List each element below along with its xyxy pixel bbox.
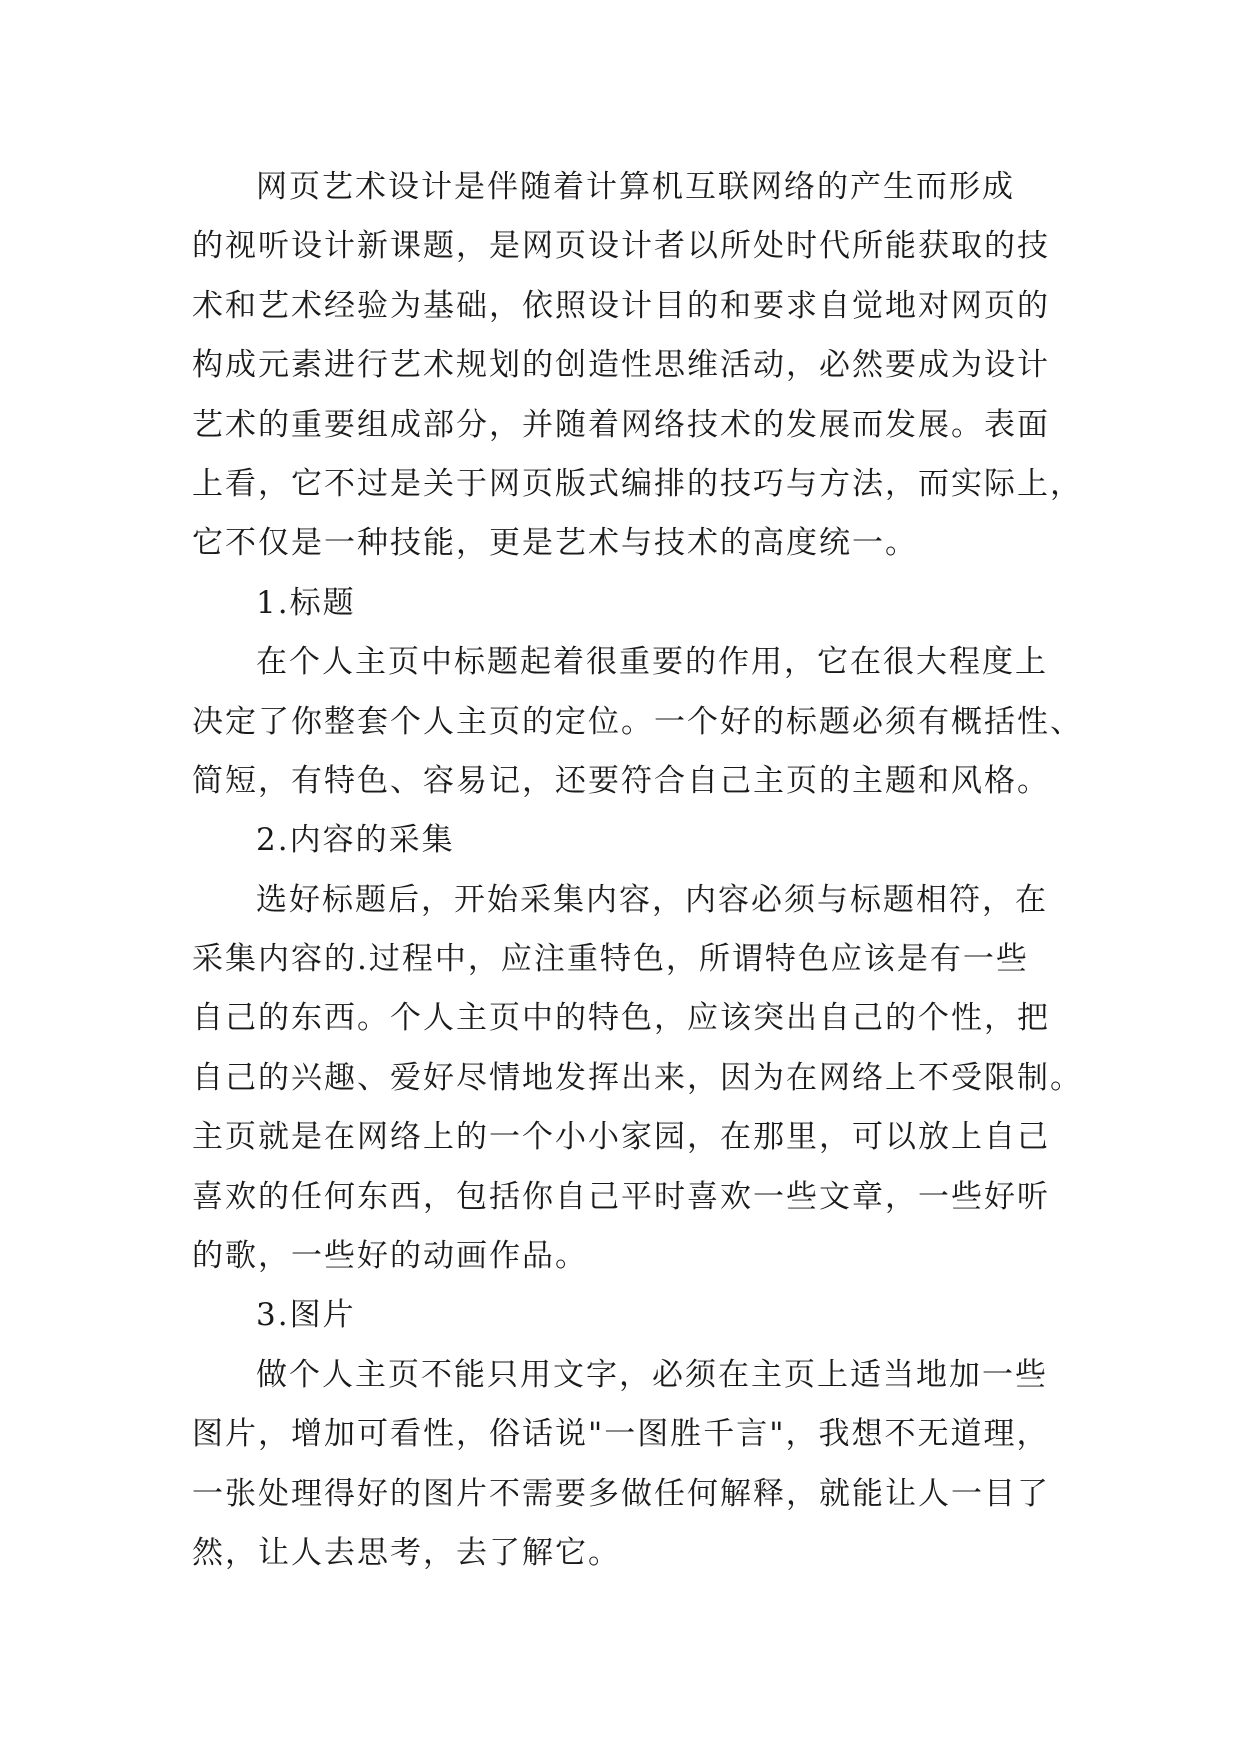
paragraph-line: 选好标题后，开始采集内容，内容必须与标题相符，在	[256, 881, 1048, 918]
paragraph-line: 然，让人去思考，去了解它。	[192, 1534, 621, 1571]
paragraph-line: 构成元素进行艺术规划的创造性思维活动，必然要成为设计	[192, 347, 1050, 384]
paragraph-line: 一张处理得好的图片不需要多做任何解释，就能让人一目了	[192, 1475, 1050, 1512]
paragraph-line: 自己的兴趣、爱好尽情地发挥出来，因为在网络上不受限制。	[192, 1059, 1083, 1096]
paragraph-line: 在个人主页中标题起着很重要的作用，它在很大程度上	[256, 644, 1048, 681]
section-heading: 3.图片	[256, 1297, 356, 1334]
paragraph-line: 上看，它不过是关于网页版式编排的技巧与方法，而实际上，	[192, 465, 1083, 502]
paragraph-line: 的视听设计新课题，是网页设计者以所处时代所能获取的技	[192, 228, 1050, 265]
document-body	[192, 158, 1083, 1583]
paragraph-line: 自己的东西。个人主页中的特色，应该突出自己的个性，把	[192, 1000, 1050, 1037]
paragraph-line: 艺术的重要组成部分，并随着网络技术的发展而发展。表面	[192, 406, 1050, 443]
section-heading: 2.内容的采集	[256, 822, 455, 859]
paragraph-line: 它不仅是一种技能，更是艺术与技术的高度统一。	[192, 525, 918, 562]
paragraph-line: 采集内容的.过程中，应注重特色，所谓特色应该是有一些	[192, 941, 1029, 978]
paragraph-line: 图片，增加可看性，俗话说"一图胜千言"，我想不无道理，	[192, 1416, 1050, 1453]
paragraph-line: 简短，有特色、容易记，还要符合自己主页的主题和风格。	[192, 762, 1050, 799]
paragraph-line: 术和艺术经验为基础，依照设计目的和要求自觉地对网页的	[192, 287, 1050, 324]
paragraph-line: 的歌，一些好的动画作品。	[192, 1238, 588, 1275]
paragraph-line: 网页艺术设计是伴随着计算机互联网络的产生而形成	[256, 169, 1015, 205]
paragraph-line: 决定了你整套个人主页的定位。一个好的标题必须有概括性、	[192, 703, 1083, 740]
paragraph-line: 做个人主页不能只用文字，必须在主页上适当地加一些	[256, 1356, 1048, 1393]
paragraph-line: 喜欢的任何东西，包括你自己平时喜欢一些文章，一些好听	[192, 1178, 1050, 1215]
paragraph-line: 主页就是在网络上的一个小小家园，在那里，可以放上自己	[192, 1119, 1050, 1156]
section-heading: 1.标题	[256, 584, 356, 621]
